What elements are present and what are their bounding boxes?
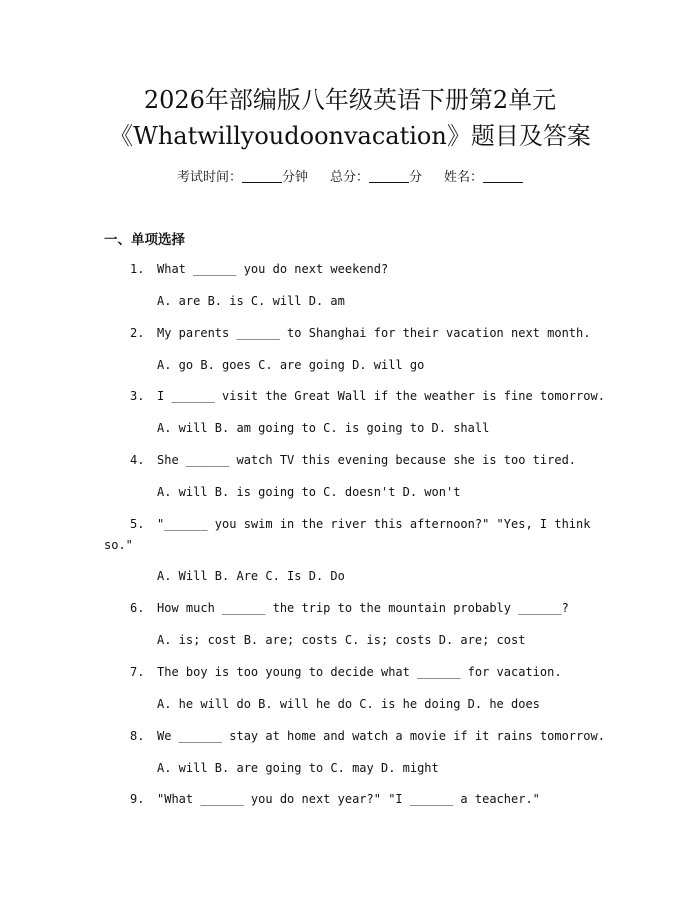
question-options: A. Will B. Are C. Is D. Do — [157, 569, 345, 583]
question-number: 7. — [130, 665, 145, 679]
question-number: 3. — [130, 389, 145, 403]
question-text-line-1: "______ you swim in the river this afternoon?" "Yes, I think — [157, 517, 591, 531]
question-number: 1. — [130, 262, 145, 276]
question-stem — [104, 514, 604, 535]
time-blank — [242, 169, 282, 183]
question-stem — [104, 259, 604, 280]
question-number: 4. — [130, 453, 145, 467]
question-text: What ______ you do next weekend? — [157, 262, 389, 276]
score-label: 总分： — [329, 170, 369, 185]
question-stem — [104, 662, 604, 683]
question-stem — [104, 789, 604, 810]
question-number: 9. — [130, 792, 145, 806]
question-text-line-2: so." — [104, 538, 133, 552]
question-number: 6. — [130, 601, 145, 615]
question-text: The boy is too young to decide what ______ for vacation. — [157, 665, 562, 679]
question-text: How much ______ the trip to the mountain probably ______? — [157, 601, 569, 615]
question-text: I ______ visit the Great Wall if the weather is fine tomorrow. — [157, 389, 605, 403]
name-blank — [483, 169, 523, 183]
question-stem — [104, 726, 604, 747]
question-number: 8. — [130, 729, 145, 743]
question-text: She ______ watch TV this evening because she is too tired. — [157, 453, 577, 467]
question-stem — [104, 450, 604, 471]
question-options: A. go B. goes C. are going D. will go — [157, 358, 425, 372]
document-title-line-2: 《Whatwillyoudoonvacation》题目及答案 — [109, 122, 591, 150]
question-stem — [104, 386, 604, 407]
exam-info — [0, 168, 700, 188]
question-text: My parents ______ to Shanghai for their vacation next month. — [157, 326, 591, 340]
question-options: A. will B. is going to C. doesn't D. won't — [157, 485, 461, 499]
question-number: 5. — [130, 517, 145, 531]
question-options: A. he will do B. will he do C. is he doing D. he does — [157, 697, 540, 711]
time-unit: 分钟 — [281, 170, 308, 185]
question-options: A. is; cost B. are; costs C. is; costs D. are; cost — [157, 633, 526, 647]
document-title-line-1: 2026年部编版八年级英语下册第2单元 — [143, 86, 557, 114]
name-label: 姓名： — [444, 170, 484, 185]
question-stem — [104, 323, 604, 344]
question-number: 2. — [130, 326, 145, 340]
section-heading: 一、单项选择 — [104, 232, 185, 248]
time-label: 考试时间： — [176, 170, 242, 185]
score-blank — [369, 169, 409, 183]
question-options: A. will B. are going to C. may D. might — [157, 761, 439, 775]
question-text: We ______ stay at home and watch a movie if it rains tomorrow. — [157, 729, 605, 743]
question-text: "What ______ you do next year?" "I ______ a teacher." — [157, 792, 540, 806]
question-stem-continuation — [104, 535, 604, 556]
question-options: A. will B. am going to C. is going to D. shall — [157, 421, 490, 435]
question-options: A. are B. is C. will D. am — [157, 294, 345, 308]
question-stem — [104, 598, 604, 619]
score-unit: 分 — [409, 170, 423, 185]
